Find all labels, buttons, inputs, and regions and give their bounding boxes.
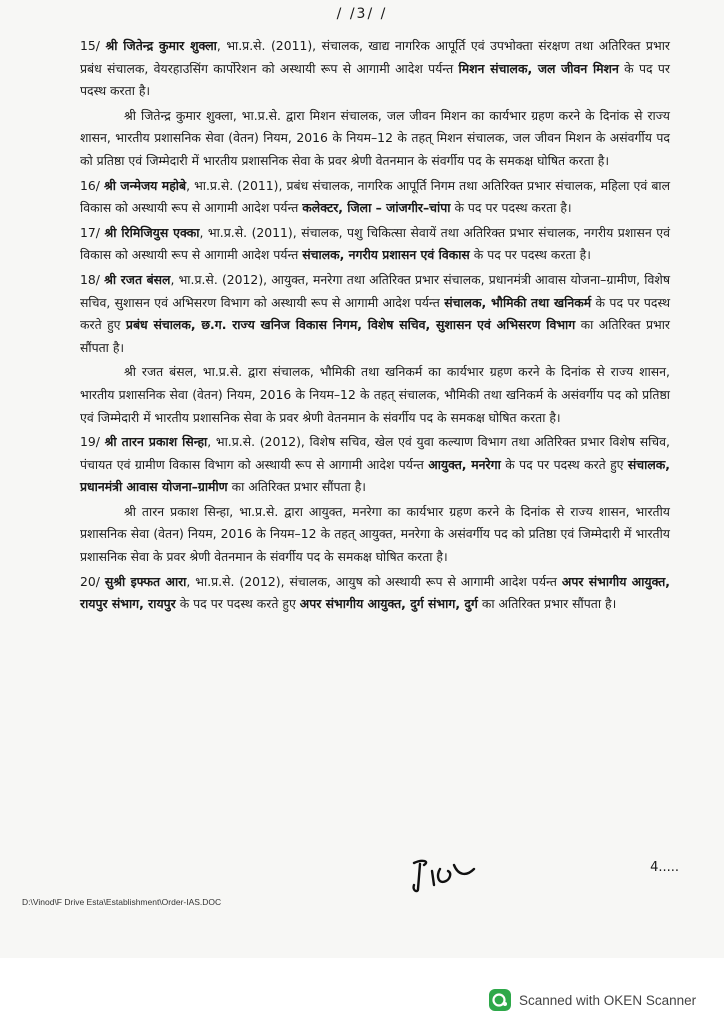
text-segment: , भा.प्र.से. (2012), संचालक, आयुष को अस्थायी रूप से आगामी आदेश पर्यन्त [186,573,562,589]
bold-text: श्री रिमिजियुस एक्का [104,224,200,240]
text-segment: 15/ [80,38,106,53]
text-segment: का अतिरिक्त प्रभार सौंपता है। [80,317,670,355]
bold-text: श्री रजत बंसल [104,271,171,287]
order-paragraph [80,269,670,359]
text-segment: 20/ [80,573,105,589]
bold-text: आयुक्त, मनरेगा [428,456,501,472]
text-segment: 19/ [80,434,105,450]
text-segment: का अतिरिक्त प्रभार सौंपता है। [477,596,617,612]
text-segment: का अतिरिक्त प्रभार सौंपता है। [227,479,366,495]
file-path: D:\Vinod\F Drive Esta\Establishment\Order-IAS.DOC [22,897,222,907]
bold-text: प्रबंध संचालक, छ.ग. राज्य खनिज विकास निगम, विशेष सचिव, सुशासन एवं अभिसरण विभाग [125,317,576,333]
bold-text: संचालक, भौमिकी तथा खनिकर्म [444,294,592,310]
text-segment: के पद पर पदस्थ करते हुए [80,294,671,333]
text-segment: 16/ [80,177,105,193]
order-paragraph [80,105,670,173]
bold-text: श्री तारन प्रकाश सिन्हा [104,434,208,450]
text-segment: के पद पर पदस्थ करते हुए [175,596,300,612]
text-segment: , भा.प्र.से. (2012), आयुक्त, मनरेगा तथा अतिरिक्त प्रभार संचालक, प्रधानमंत्री आवास योजना–ग्रामीण, विशेष सचिव, सुशासन एवं अभिसरण विभाग को अस्थायी रूप से आगामी आदेश पर्यन्त [80,271,670,310]
text-segment: श्री जितेन्द्र कुमार शुक्ला, भा.प्र.से. द्वारा मिशन संचालक, जल जीवन मिशन का कार्यभार ग्रहण करने के दिनांक से राज्य शासन, भारतीय प्रशासनिक सेवा (वेतन) नियम, 2016 के नियम–12 के तहत् मिशन संचालक, जल जीवन मिशन के असंवर्गीय पद को प्रतिष्ठा एवं जिम्मेदारी में भारतीय प्रशासनिक सेवा के प्रवर श्रेणी वेतनमान के संवर्गीय पद के समकक्ष घोषित करता है। [80,107,670,168]
order-paragraph [80,35,670,103]
order-paragraph [80,501,670,569]
bold-text: संचालक, प्रधानमंत्री आवास योजना–ग्रामीण [80,456,670,495]
text-segment: के पद पर पदस्थ करता है। [469,247,591,263]
order-paragraph [80,222,670,267]
scanner-label: Scanned with OKEN Scanner [519,992,697,1008]
text-segment: , भा.प्र.से. (2011), संचालक, खाद्य नागरिक आपूर्ति एवं उपभोक्ता संरक्षण तथा अतिरिक्त प्रभार प्रबंध संचालक, वेयरहाउसिंग कार्पोरेशन को अस्थायी रूप से आगामी आदेश पर्यन्त [80,38,670,76]
bold-text: अपर संभागीय आयुक्त, दुर्ग संभाग, दुर्ग [299,596,478,612]
page-number: / /3/ / [336,6,388,22]
text-segment: श्री रजत बंसल, भा.प्र.से. द्वारा संचालक, भौमिकी तथा खनिकर्म का कार्यभार ग्रहण करने के दिनांक से राज्य शासन, भारतीय प्रशासनिक सेवा (वेतन) नियम, 2016 के नियम–12 के तहत् संचालक, भौमिकी तथा खनिकर्म के असंवर्गीय पद को प्रतिष्ठा एवं जिम्मेदारी में भारतीय प्रशासनिक सेवा के प्रवर श्रेणी वेतनमान के संवर्गीय पद के समकक्ष घोषित करता है। [80,364,670,425]
order-paragraph [80,175,670,220]
bold-text: कलेक्टर, जिला – जांजगीर–चांपा [302,200,451,216]
text-segment: 17/ [80,224,105,240]
text-segment: के पद पर पदस्थ करता है। [450,200,572,216]
order-paragraph [80,431,670,499]
text-segment: , भा.प्र.से. (2012), विशेष सचिव, खेल एवं युवा कल्याण विभाग तथा अतिरिक्त प्रभार विशेष सचिव, पंचायत एवं ग्रामीण विकास विभाग को अस्थायी रूप से आगामी आदेश पर्यन्त [80,434,670,472]
bold-text: मिशन संचालक, जल जीवन मिशन [458,60,619,76]
text-segment: , भा.प्र.से. (2011), संचालक, पशु चिकित्सा सेवायें तथा अतिरिक्त प्रभार संचालक, नगरीय प्रशासन एवं विकास को अस्थायी रूप से आगामी आदेश पर्यन्त [80,224,670,263]
order-paragraph [80,361,670,429]
next-page-marker: 4..... [650,860,679,875]
scanner-watermark [489,988,696,1012]
bold-text: श्री जन्मेजय महोबे [104,177,187,193]
bold-text: श्री जितेन्द्र कुमार शुक्ला [105,38,217,53]
order-body [80,35,670,618]
text-segment: 18/ [80,271,105,287]
text-segment: , भा.प्र.से. (2011), प्रबंध संचालक, नागरिक आपूर्ति निगम तथा अतिरिक्त प्रभार संचालक, महिला एवं बाल विकास को अस्थायी रूप से आगामी आदेश पर्यन्त [80,177,671,216]
bold-text: सुश्री इफ्फत आरा [104,573,187,589]
signature [410,855,490,895]
text-segment: श्री तारन प्रकाश सिन्हा, भा.प्र.से. द्वारा आयुक्त, मनरेगा का कार्यभार ग्रहण करने के दिनांक से राज्य शासन, भारतीय प्रशासनिक सेवा (वेतन) नियम, 2016 के नियम–12 के तहत् आयुक्त, मनरेगा के असंवर्गीय पद को प्रतिष्ठा एवं जिम्मेदारी में भारतीय प्रशासनिक सेवा के प्रवर श्रेणी वेतनमान के संवर्गीय पद के समकक्ष घोषित करता है। [80,503,670,565]
bold-text: संचालक, नगरीय प्रशासन एवं विकास [302,247,470,263]
bold-text: अपर संभागीय आयुक्त, रायपुर संभाग, रायपुर [80,573,670,612]
text-segment: के पद पर पदस्थ करता है। [80,60,670,99]
text-segment: के पद पर पदस्थ करते हुए [500,456,628,472]
scanner-logo-icon [489,989,511,1011]
order-paragraph [80,571,670,616]
